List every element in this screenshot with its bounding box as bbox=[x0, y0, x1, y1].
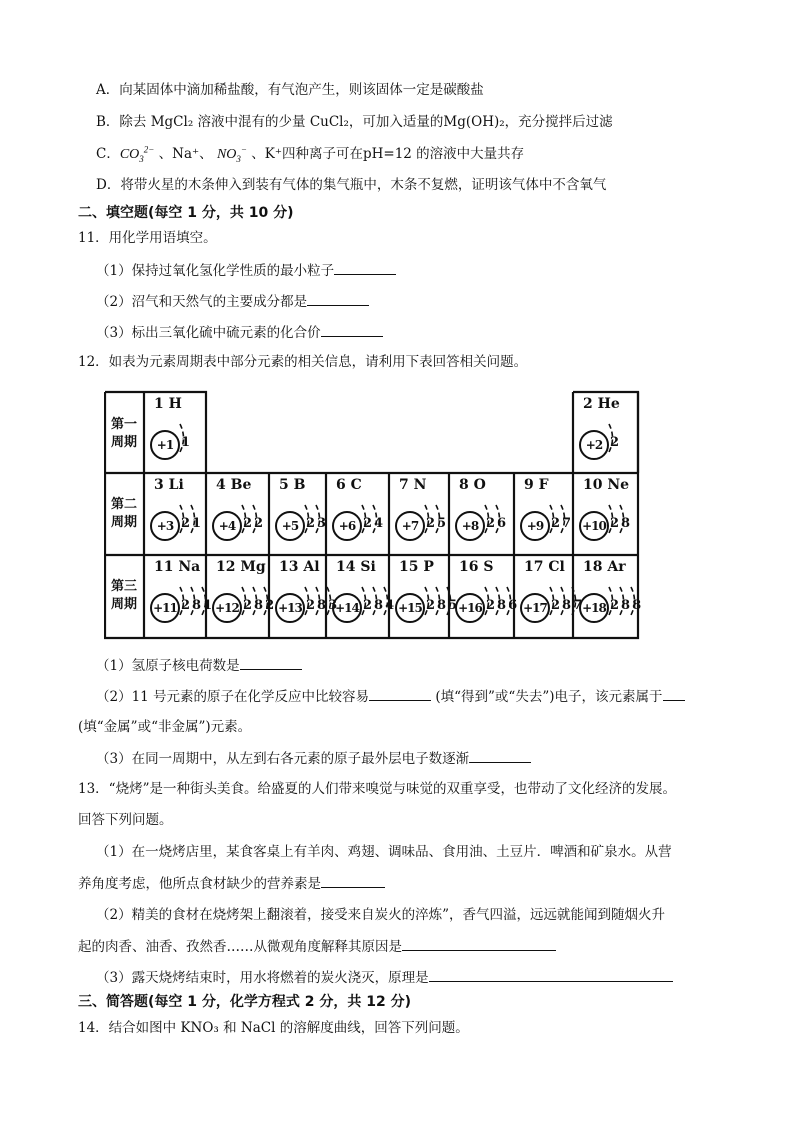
element-symbol: 4 Be bbox=[216, 477, 252, 493]
q12-part1: （1）氢原子核电荷数是 bbox=[96, 655, 302, 676]
nitrate-ion: $NO_3^-$ bbox=[216, 144, 247, 164]
q13-stem-cont: 回答下列问题。 bbox=[78, 812, 173, 828]
row-label-period-2: 第二周期 bbox=[110, 497, 137, 530]
answer-blank[interactable] bbox=[307, 291, 369, 306]
electron-shell-counts: 1 bbox=[181, 435, 193, 450]
q11-stem: 11．用化学用语填空。 bbox=[78, 230, 217, 246]
element-cell bbox=[573, 473, 638, 553]
element-cell bbox=[573, 392, 638, 472]
element-symbol: 14 Si bbox=[336, 559, 376, 575]
element-symbol: 3 Li bbox=[154, 477, 184, 493]
electron-shell-counts: 287 bbox=[551, 598, 585, 613]
q11-part3: （3）标出三氧化硫中硫元素的化合价 bbox=[96, 322, 383, 343]
element-cell bbox=[144, 555, 215, 635]
electron-shell-counts: 24 bbox=[363, 516, 386, 531]
answer-blank[interactable] bbox=[429, 967, 673, 982]
answer-blank[interactable] bbox=[469, 748, 531, 763]
q12-part3: （3）在同一周期中，从左到右各元素的原子最外层电子数逐渐 bbox=[96, 748, 531, 769]
element-symbol: 2 He bbox=[583, 396, 620, 412]
electron-shell-counts: 281 bbox=[181, 598, 215, 613]
nucleus-charge: +17 bbox=[520, 593, 550, 623]
electron-shell-counts: 286 bbox=[486, 598, 520, 613]
section-3-heading: 三、简答题(每空 1 分，化学方程式 2 分，共 12 分) bbox=[78, 994, 412, 1010]
periodic-table bbox=[104, 390, 644, 640]
q12-stem: 12．如表为元素周期表中部分元素的相关信息，请利用下表回答相关问题。 bbox=[78, 354, 528, 370]
element-cell bbox=[144, 473, 206, 553]
element-symbol: 6 C bbox=[336, 477, 362, 493]
option-a: A．向某固体中滴加稀盐酸，有气泡产生，则该固体一定是碳酸盐 bbox=[96, 82, 484, 98]
answer-blank[interactable] bbox=[334, 260, 396, 275]
row-label-period-1: 第一周期 bbox=[110, 417, 137, 450]
element-cell bbox=[206, 555, 277, 635]
electron-shell-counts: 27 bbox=[551, 516, 574, 531]
electron-shell-counts: 282 bbox=[243, 598, 277, 613]
electron-shell-counts: 28 bbox=[610, 516, 633, 531]
nucleus-charge: +9 bbox=[520, 511, 550, 541]
q14-stem: 14．结合如图中 KNO₃ 和 NaCl 的溶解度曲线，回答下列问题。 bbox=[78, 1020, 469, 1036]
nucleus-charge: +10 bbox=[579, 511, 609, 541]
q11-part2: （2）沼气和天然气的主要成分都是 bbox=[96, 291, 369, 312]
element-cell bbox=[514, 555, 585, 635]
answer-blank[interactable] bbox=[369, 686, 431, 701]
electron-shell-counts: 283 bbox=[306, 598, 340, 613]
q13-part1-cont: 养角度考虑，他所点食材缺少的营养素是 bbox=[78, 873, 385, 894]
answer-blank[interactable] bbox=[321, 322, 383, 337]
q13-part1: （1）在一烧烤店里，某食客桌上有羊肉、鸡翅、调味品、食用油、土豆片．啤酒和矿泉水。从营 bbox=[96, 844, 672, 860]
q13-part2-cont: 起的肉香、油香、孜然香……从微观角度解释其原因是 bbox=[78, 936, 556, 957]
element-symbol: 9 F bbox=[524, 477, 549, 493]
nucleus-charge: +8 bbox=[455, 511, 485, 541]
q12-part2: （2）11 号元素的原子在化学反应中比较容易 (填“得到”或“失去”)电子，该元素属于 bbox=[96, 686, 685, 707]
option-c: C．$CO_3^{2-}$ 、Na⁺、 $NO_3^-$ 、K⁺四种离子可在pH=12 的溶液中大量共存 bbox=[96, 144, 525, 164]
element-symbol: 13 Al bbox=[279, 559, 320, 575]
option-d: D．将带火星的木条伸入到装有气体的集气瓶中，木条不复燃，证明该气体中不含氧气 bbox=[96, 177, 607, 193]
nucleus-charge: +1 bbox=[150, 430, 180, 460]
answer-blank[interactable] bbox=[321, 873, 385, 888]
q12-part2-cont: (填“金属”或“非金属”)元素。 bbox=[78, 719, 252, 735]
nucleus-charge: +12 bbox=[212, 593, 242, 623]
electron-shell-counts: 25 bbox=[426, 516, 449, 531]
answer-blank[interactable] bbox=[402, 936, 556, 951]
element-symbol: 16 S bbox=[459, 559, 494, 575]
element-cell bbox=[514, 473, 573, 553]
nucleus-charge: +2 bbox=[579, 430, 609, 460]
element-cell bbox=[326, 555, 397, 635]
nucleus-charge: +14 bbox=[332, 593, 362, 623]
electron-shell-counts: 21 bbox=[181, 516, 204, 531]
row-label-period-3: 第三周期 bbox=[110, 579, 137, 612]
q13-stem: 13．“烧烤”是一种街头美食。给盛夏的人们带来嗅觉与味觉的双重享受，也带动了文化经济的发展。 bbox=[78, 781, 676, 797]
electron-shell-counts: 284 bbox=[363, 598, 397, 613]
element-cell bbox=[573, 555, 644, 635]
electron-shell-counts: 26 bbox=[486, 516, 509, 531]
nucleus-charge: +11 bbox=[150, 593, 180, 623]
nucleus-charge: +16 bbox=[455, 593, 485, 623]
electron-shell-counts: 288 bbox=[610, 598, 644, 613]
section-2-heading: 二、填空题(每空 1 分，共 10 分) bbox=[78, 205, 294, 221]
electron-shell-counts: 23 bbox=[306, 516, 329, 531]
nucleus-charge: +13 bbox=[275, 593, 305, 623]
electron-shell-counts: 2 bbox=[610, 435, 622, 450]
nucleus-charge: +15 bbox=[395, 593, 425, 623]
element-cell bbox=[449, 555, 520, 635]
element-symbol: 11 Na bbox=[154, 559, 201, 575]
nucleus-charge: +3 bbox=[150, 511, 180, 541]
nucleus-charge: +4 bbox=[212, 511, 242, 541]
element-cell bbox=[326, 473, 389, 553]
element-symbol: 18 Ar bbox=[583, 559, 626, 575]
element-cell bbox=[389, 473, 449, 553]
element-cell bbox=[269, 555, 340, 635]
electron-shell-counts: 285 bbox=[426, 598, 460, 613]
element-symbol: 5 B bbox=[279, 477, 306, 493]
nucleus-charge: +6 bbox=[332, 511, 362, 541]
nucleus-charge: +18 bbox=[579, 593, 609, 623]
element-cell bbox=[449, 473, 514, 553]
element-cell bbox=[269, 473, 329, 553]
q13-part3: （3）露天烧烤结束时，用水将燃着的炭火浇灭，原理是 bbox=[96, 967, 673, 988]
electron-shell-counts: 22 bbox=[243, 516, 266, 531]
option-b: B．除去 MgCl₂ 溶液中混有的少量 CuCl₂，可加入适量的Mg(OH)₂，充分搅拌后过滤 bbox=[96, 114, 613, 130]
element-symbol: 7 N bbox=[399, 477, 427, 493]
element-cell bbox=[144, 392, 206, 472]
element-symbol: 15 P bbox=[399, 559, 434, 575]
element-symbol: 8 O bbox=[459, 477, 486, 493]
q13-part2: （2）精美的食材在烧烤架上翻滚着，接受来自炭火的淬炼”，香气四溢，远远就能闻到随烟火升 bbox=[96, 907, 665, 923]
q11-part1: （1）保持过氧化氢化学性质的最小粒子 bbox=[96, 260, 396, 281]
element-symbol: 10 Ne bbox=[583, 477, 630, 493]
element-cell bbox=[389, 555, 460, 635]
nucleus-charge: +5 bbox=[275, 511, 305, 541]
element-symbol: 12 Mg bbox=[216, 559, 266, 575]
carbonate-ion: $CO_3^{2-}$ bbox=[119, 144, 155, 164]
element-symbol: 17 Cl bbox=[524, 559, 565, 575]
option-c-prefix: C． bbox=[96, 146, 120, 162]
answer-blank[interactable] bbox=[240, 655, 302, 670]
nucleus-charge: +7 bbox=[395, 511, 425, 541]
element-symbol: 1 H bbox=[154, 396, 182, 412]
answer-blank[interactable] bbox=[663, 686, 685, 701]
element-cell bbox=[206, 473, 269, 553]
